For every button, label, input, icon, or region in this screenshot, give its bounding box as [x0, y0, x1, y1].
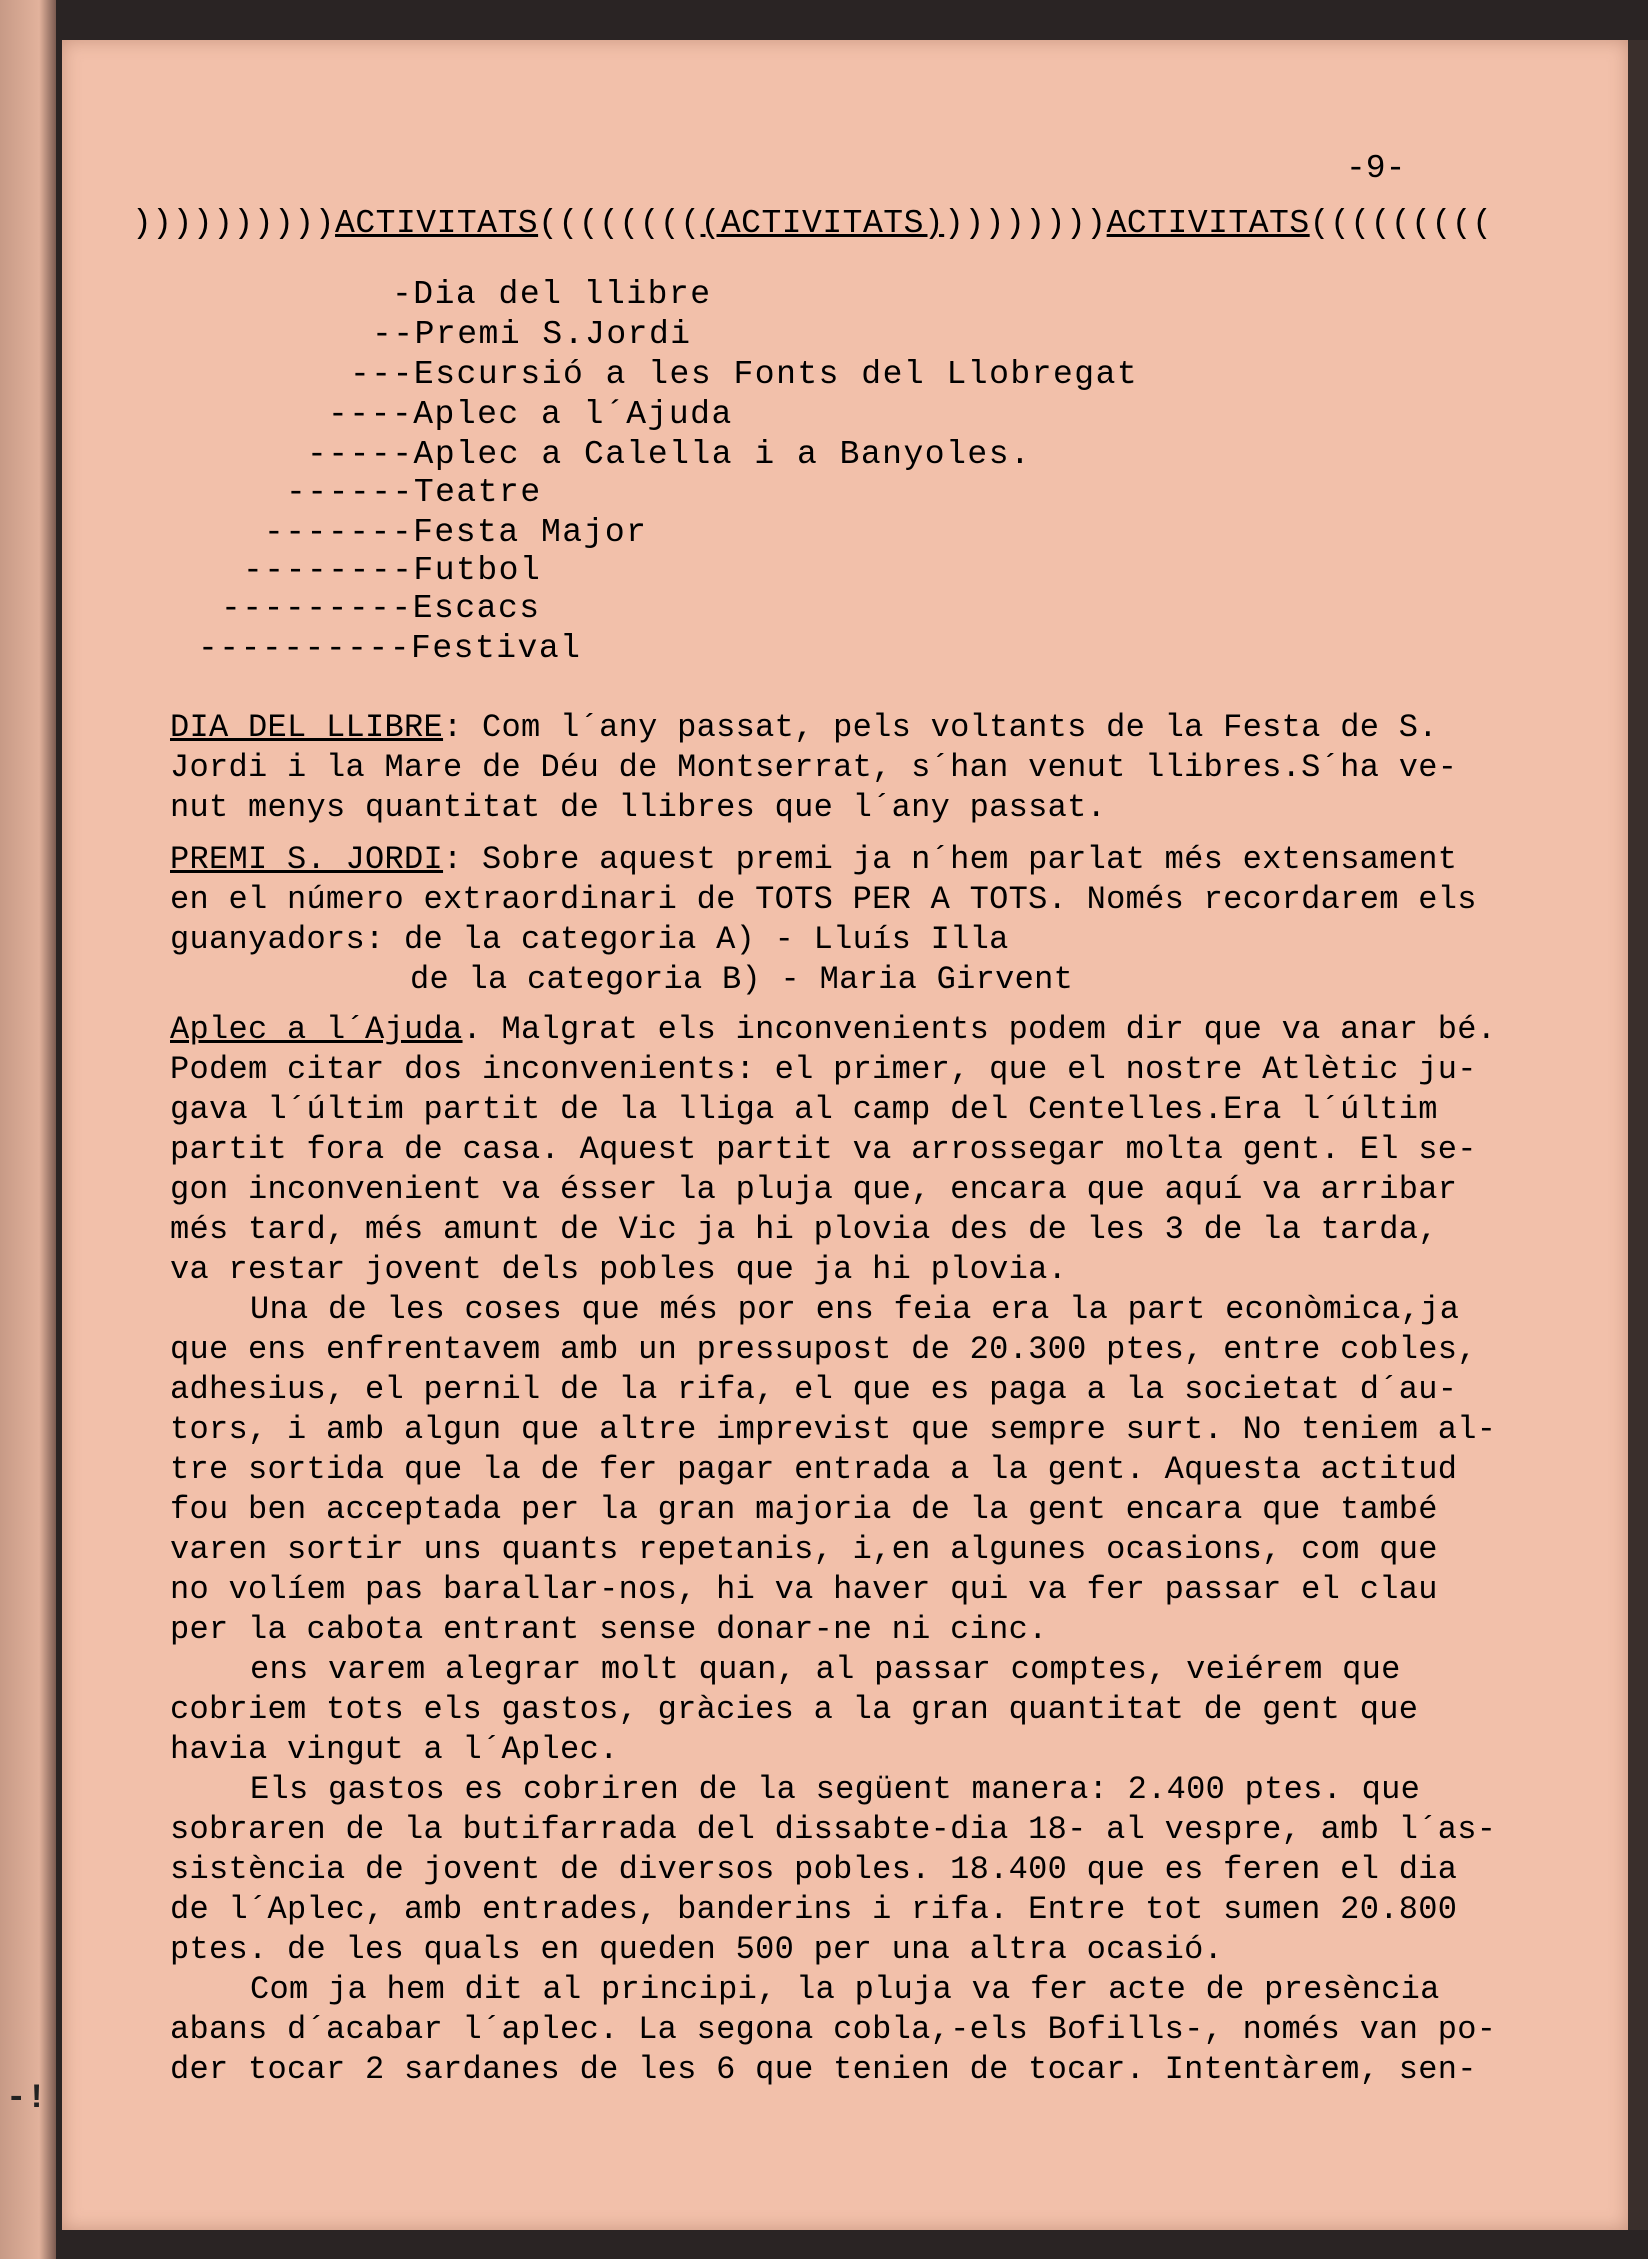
paragraph-line: més tard, més amunt de Vic ja hi plovia des de les 3 de la tarda, — [170, 1211, 1438, 1248]
paragraph-line: havia vingut a l´Aplec. — [170, 1731, 619, 1768]
toc-item: ----Aplec a l´Ajuda — [328, 396, 733, 433]
right-page-edge — [1628, 40, 1648, 2230]
section-aplec-ajuda — [170, 1010, 1560, 2090]
line-text: : Com l´any passat, pels voltants de la Festa de S. — [443, 709, 1438, 746]
paragraph-line: Una de les coses que més por ens feia era la part econòmica,ja — [250, 1291, 1460, 1328]
paragraph-line — [170, 840, 1560, 880]
paragraph-line: en el número extraordinari de TOTS PER A TOTS. Només recordarem els — [170, 881, 1477, 918]
paragraph-line: ptes. de les quals en queden 500 per una altra ocasió. — [170, 1931, 1224, 1968]
toc-item: ---Escursió a les Fonts del Llobregat — [350, 356, 1139, 393]
section-dia-del-llibre — [170, 708, 1560, 828]
toc-item: -----Aplec a Calella i a Banyoles. — [307, 436, 1032, 473]
toc-item: -------Festa Major — [264, 514, 648, 551]
header-brackets-mid-1: (((((((( — [538, 205, 701, 242]
paragraph-line: partit fora de casa. Aquest partit va arrossegar molta gent. El se- — [170, 1131, 1477, 1168]
left-page-edge — [0, 0, 56, 2259]
section-heading: DIA DEL LLIBRE — [170, 709, 444, 746]
paragraph-line: abans d´acabar l´aplec. La segona cobla,-els Bofills-, només van po- — [170, 2011, 1497, 2048]
paragraph-line: de la categoria B) - Maria Girvent — [410, 961, 1074, 998]
toc-item: --------Futbol — [243, 552, 542, 589]
toc-item: ---------Escacs — [221, 590, 541, 627]
paragraph-line: no volíem pas barallar-nos, hi va haver qui va fer passar el clau — [170, 1571, 1438, 1608]
paragraph-line: gon inconvenient va ésser la pluja que, encara que aquí va arribar — [170, 1171, 1458, 1208]
paragraph-line: per la cabota entrant sense donar-ne ni cinc. — [170, 1611, 1048, 1648]
section-premi-s-jordi — [170, 840, 1560, 1000]
activitats-header — [132, 205, 1492, 242]
margin-mark: -! — [6, 2080, 47, 2118]
paragraph-line — [170, 1010, 1560, 1050]
paragraph-line — [170, 708, 1560, 748]
header-brackets-mid-2: )))))))) — [944, 205, 1107, 242]
paragraph-line: que ens enfrentavem amb un pressupost de 20.300 ptes, entre cobles, — [170, 1331, 1477, 1368]
paragraph-line: sistència de jovent de diversos pobles. 18.400 que es feren el dia — [170, 1851, 1458, 1888]
paragraph-line: guanyadors: de la categoria A) - Lluís Illa — [170, 921, 1009, 958]
paragraph-line: fou ben acceptada per la gran majoria de la gent encara que també — [170, 1491, 1438, 1528]
header-brackets-left: )))))))))) — [132, 205, 336, 242]
toc-item: ------Teatre — [286, 474, 542, 511]
paragraph-line: sobraren de la butifarrada del dissabte-dia 18- al vespre, amb l´as- — [170, 1811, 1497, 1848]
line-text: . Malgrat els inconvenients podem dir que va anar bé. — [462, 1011, 1497, 1048]
toc-item: -Dia del llibre — [392, 276, 712, 313]
line-text: : Sobre aquest premi ja n´hem parlat més extensament — [443, 841, 1458, 878]
section-heading: Aplec a l´Ajuda — [170, 1011, 463, 1048]
section-heading: PREMI S. JORDI — [170, 841, 444, 878]
paragraph-line: der tocar 2 sardanes de les 6 que tenien de tocar. Intentàrem, sen- — [170, 2051, 1477, 2088]
header-word-2: (ACTIVITATS) — [700, 205, 945, 242]
toc-item: --Premi S.Jordi — [372, 316, 692, 353]
paragraph-line: tre sortida que la de fer pagar entrada a la gent. Aquesta actitud — [170, 1451, 1458, 1488]
paragraph-line: de l´Aplec, amb entrades, banderins i rifa. Entre tot sumen 20.800 — [170, 1891, 1458, 1928]
paragraph-line: varen sortir uns quants repetanis, i,en algunes ocasions, com que — [170, 1531, 1438, 1568]
paragraph-line: ens varem alegrar molt quan, al passar comptes, veiérem que — [250, 1651, 1401, 1688]
header-word-3: ACTIVITATS — [1106, 205, 1310, 242]
paragraph-line: va restar jovent dels pobles que ja hi plovia. — [170, 1251, 1068, 1288]
paragraph-line: nut menys quantitat de llibres que l´any passat. — [170, 789, 1107, 826]
paragraph-line: Podem citar dos inconvenients: el primer, que el nostre Atlètic ju- — [170, 1051, 1477, 1088]
paragraph-line: Com ja hem dit al principi, la pluja va fer acte de presència — [250, 1971, 1440, 2008]
paragraph-line: cobriem tots els gastos, gràcies a la gran quantitat de gent que — [170, 1691, 1419, 1728]
toc-item: ----------Festival — [198, 630, 582, 667]
paragraph-line: Jordi i la Mare de Déu de Montserrat, s´han venut llibres.S´ha ve- — [170, 749, 1458, 786]
paragraph-line: tors, i amb algun que altre imprevist que sempre surt. No teniem al- — [170, 1411, 1497, 1448]
paragraph-line: adhesius, el pernil de la rifa, el que es paga a la societat d´au- — [170, 1371, 1458, 1408]
paragraph-line: gava l´últim partit de la lliga al camp del Centelles.Era l´últim — [170, 1091, 1438, 1128]
page-number: -9- — [1346, 150, 1406, 187]
paragraph-line: Els gastos es cobriren de la següent manera: 2.400 ptes. que — [250, 1771, 1421, 1808]
header-brackets-right: ((((((((( — [1309, 205, 1493, 242]
header-word-1: ACTIVITATS — [335, 205, 539, 242]
